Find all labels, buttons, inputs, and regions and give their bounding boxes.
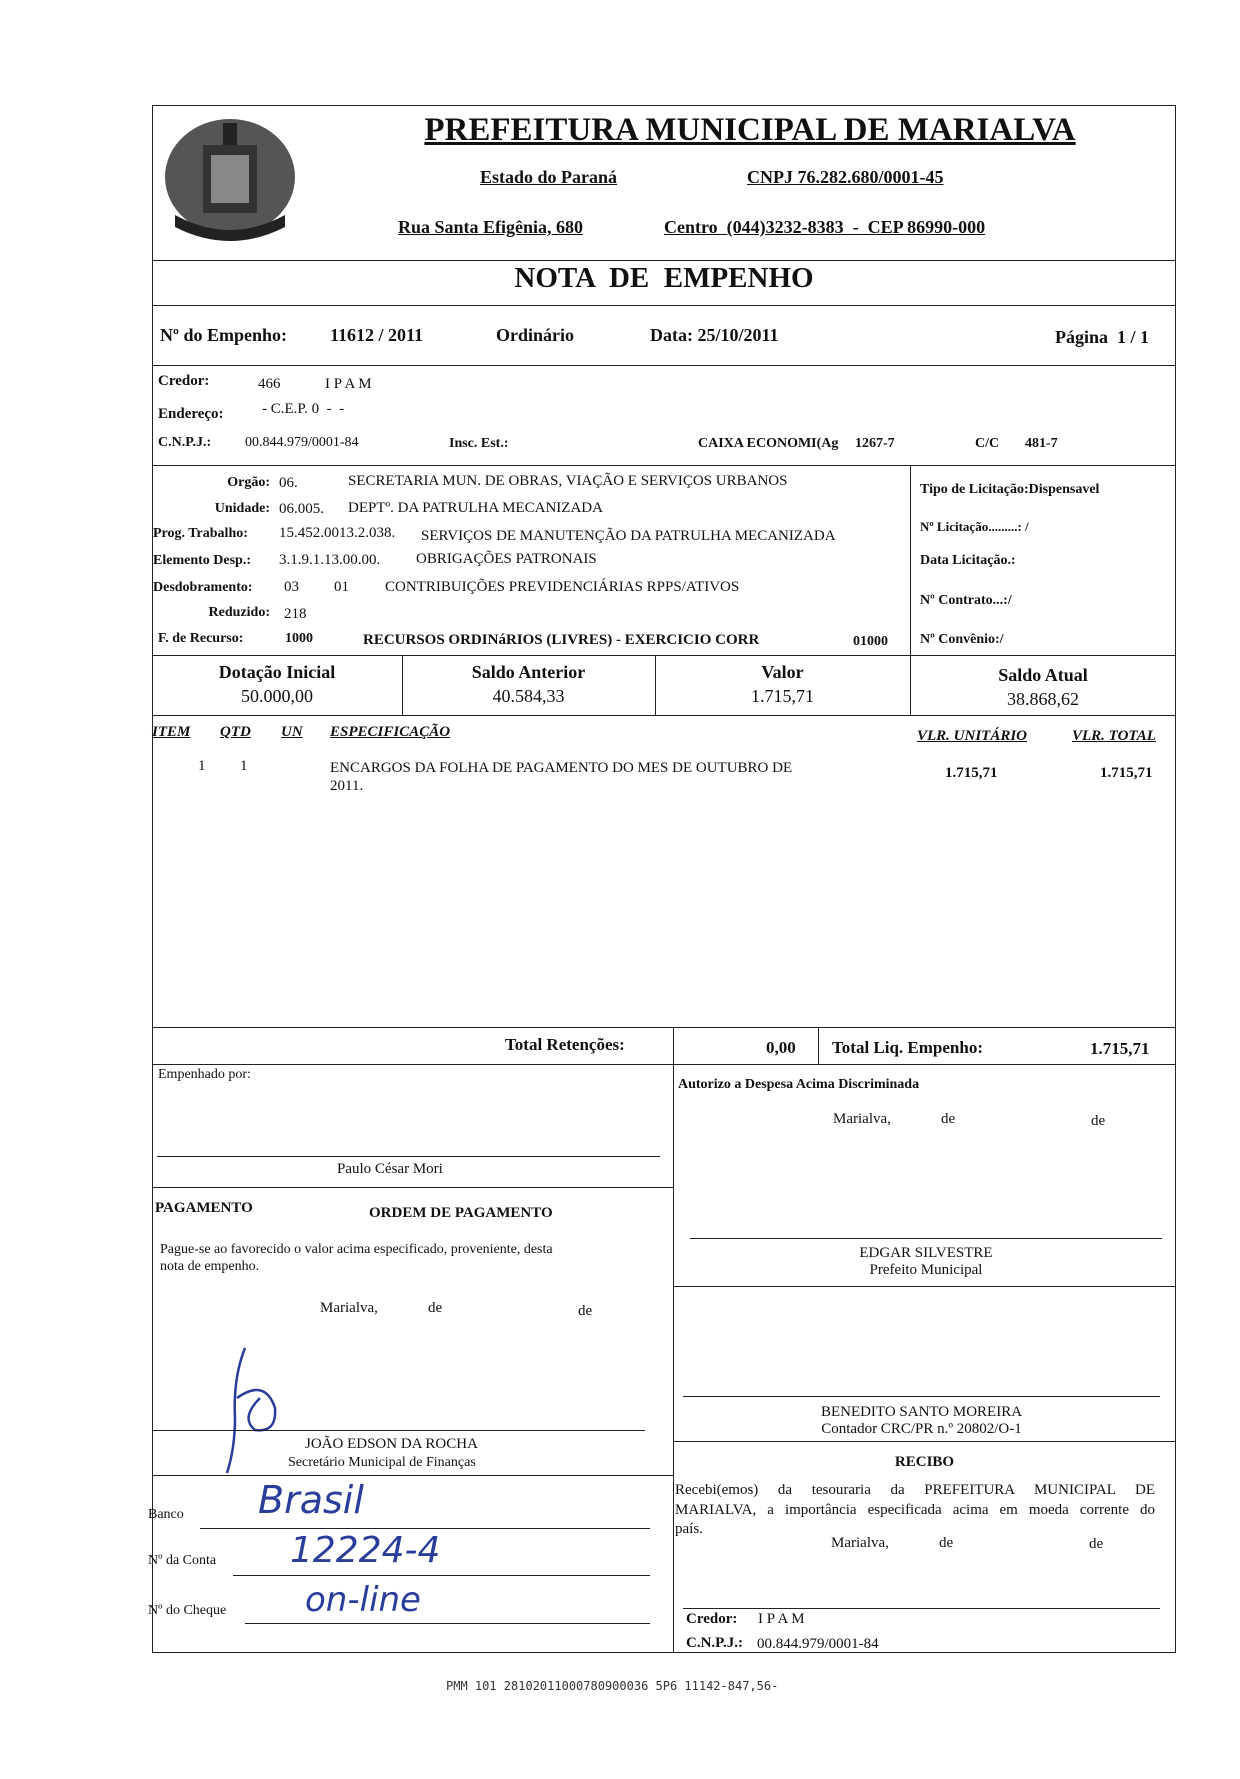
licitacao-convenio: Nº Convênio:/	[920, 632, 1004, 647]
recibo-de1: de	[939, 1535, 954, 1551]
credor-label: Credor:	[158, 373, 210, 389]
recibo-credor-value: I P A M	[758, 1611, 805, 1627]
divider	[673, 1286, 1176, 1287]
empenho-label: Nº do Empenho:	[160, 325, 287, 345]
divider	[152, 465, 1176, 466]
desdob-code2: 01	[334, 579, 349, 595]
conta-label: Nº da Conta	[148, 1553, 217, 1568]
conta-line	[233, 1575, 650, 1576]
signature-line	[690, 1238, 1162, 1239]
licitacao-tipo: Tipo de Licitação:Dispensavel	[920, 482, 1100, 497]
col-item: ITEM	[152, 724, 191, 740]
cnpj-label: C.N.P.J.:	[158, 435, 212, 450]
pagamento-label: PAGAMENTO	[155, 1200, 253, 1216]
divider	[910, 465, 911, 655]
col-vlr-unitario: VLR. UNITÁRIO	[917, 728, 1028, 744]
dotacao-value: 50.000,00	[241, 686, 313, 706]
prefeito-role: Prefeito Municipal	[869, 1262, 983, 1278]
autorizo-place: Marialva,	[833, 1111, 891, 1127]
recurso-label: F. de Recurso:	[158, 631, 244, 646]
empenho-number: 11612 / 2011	[330, 325, 424, 345]
credor-code: 466	[258, 376, 281, 392]
licitacao-data: Data Licitação.:	[920, 553, 1016, 568]
banco-line	[200, 1528, 650, 1529]
recibo-cnpj-label: C.N.P.J.:	[686, 1635, 743, 1651]
divider	[673, 1027, 674, 1064]
desdob-desc: CONTRIBUIÇÕES PREVIDENCIÁRIAS RPPS/ATIVOS	[385, 579, 740, 595]
orgao-label: Orgão:	[227, 475, 270, 490]
orgao-code: 06.	[279, 475, 298, 491]
elemento-code: 3.1.9.1.13.00.00.	[279, 552, 381, 568]
divider	[152, 1475, 673, 1476]
divider	[152, 305, 1176, 306]
empenhado-name: Paulo César Mori	[337, 1161, 443, 1177]
pagamento-de2: de	[578, 1303, 593, 1319]
divider	[152, 365, 1176, 366]
retencoes-label: Total Retenções:	[505, 1035, 625, 1054]
cnpj-value: 00.844.979/0001-84	[245, 435, 359, 450]
unidade-label: Unidade:	[214, 501, 270, 516]
divider	[152, 260, 1176, 261]
header-cnpj: CNPJ 76.282.680/0001-45	[747, 167, 944, 187]
valor-value: 1.715,71	[751, 686, 814, 706]
autorizo-de1: de	[941, 1111, 956, 1127]
col-un: UN	[281, 724, 303, 740]
pagamento-text-line1: Pague-se ao favorecido o valor acima especificado, proveniente, desta	[160, 1242, 553, 1257]
atual-value: 38.868,62	[1007, 689, 1079, 709]
empenhado-label: Empenhado por:	[158, 1067, 251, 1082]
cc-value: 481-7	[1025, 436, 1058, 451]
prefeito-name: EDGAR SILVESTRE	[859, 1245, 993, 1261]
cheque-label: Nº do Cheque	[148, 1603, 227, 1618]
prog-code: 15.452.0013.2.038.	[279, 525, 396, 541]
empenho-date: Data: 25/10/2011	[650, 325, 779, 345]
retencoes-value: 0,00	[766, 1038, 796, 1057]
footer-code: PMM 101 28102011000780900036 5P6 11142-847,56-	[446, 1679, 779, 1693]
col-especificacao: ESPECIFICAÇÃO	[330, 724, 451, 740]
pagamento-de1: de	[428, 1300, 443, 1316]
recibo-text-line3: país.	[675, 1521, 703, 1537]
reduzido-value: 218	[284, 606, 307, 622]
item-unit-value: 1.715,71	[945, 765, 998, 781]
banco-handwritten: Brasil	[258, 1478, 364, 1522]
signature-line	[683, 1396, 1160, 1397]
liq-label: Total Liq. Empenho:	[832, 1038, 983, 1057]
divider	[152, 655, 1176, 656]
liq-value: 1.715,71	[1090, 1039, 1150, 1058]
item-desc-line1: ENCARGOS DA FOLHA DE PAGAMENTO DO MES DE OUTUBRO DE	[330, 760, 793, 776]
licitacao-numero: Nº Licitação.........: /	[920, 519, 1029, 534]
unidade-desc: DEPTº. DA PATRULHA MECANIZADA	[348, 500, 603, 516]
recibo-de2: de	[1089, 1536, 1104, 1552]
reduzido-label: Reduzido:	[208, 605, 270, 620]
divider	[152, 1064, 1176, 1065]
desdob-label: Desdobramento:	[153, 580, 253, 595]
divider	[673, 1064, 674, 1653]
item-qtd: 1	[240, 758, 248, 774]
item-number: 1	[198, 758, 206, 774]
bank-agency: 1267-7	[855, 436, 895, 451]
pagamento-place: Marialva,	[320, 1300, 378, 1316]
recibo-place: Marialva,	[831, 1535, 889, 1551]
atual-label: Saldo Atual	[998, 665, 1088, 685]
orgao-desc: SECRETARIA MUN. DE OBRAS, VIAÇÃO E SERVIÇOS URBANOS	[348, 473, 788, 489]
autorizo-de2: de	[1091, 1113, 1106, 1129]
recurso-code2: 01000	[853, 634, 888, 649]
header-street: Rua Santa Efigênia, 680	[398, 217, 584, 237]
pagamento-signer-role: Secretário Municipal de Finanças	[288, 1455, 476, 1470]
recibo-credor-label: Credor:	[686, 1611, 738, 1627]
cheque-handwritten: on-line	[305, 1580, 421, 1620]
cheque-line	[245, 1623, 650, 1624]
signature-line	[152, 1430, 645, 1431]
recibo-label: RECIBO	[894, 1454, 955, 1470]
contador-role: Contador CRC/PR n.º 20802/O-1	[821, 1421, 1022, 1437]
recurso-code: 1000	[285, 631, 313, 646]
recibo-text-line2: MARIALVA, a importância especificada acima em moeda corrente do	[675, 1502, 1155, 1518]
divider	[673, 1441, 1176, 1442]
pagamento-signer-name: JOÃO EDSON DA ROCHA	[305, 1436, 478, 1452]
address-value: - C.E.P. 0 - -	[262, 401, 345, 417]
elemento-desc: OBRIGAÇÕES PATRONAIS	[416, 551, 597, 567]
divider	[152, 1187, 673, 1188]
prog-label: Prog. Trabalho:	[153, 526, 248, 541]
valor-label: Valor	[761, 662, 804, 682]
elemento-label: Elemento Desp.:	[153, 553, 251, 568]
empenho-type: Ordinário	[496, 325, 575, 345]
recurso-desc: RECURSOS ORDINáRIOS (LIVRES) - EXERCICIO CORR	[363, 632, 760, 648]
header-district: Centro (044)3232-8383 - CEP 86990-000	[664, 217, 986, 237]
signature-line	[157, 1156, 660, 1157]
address-label: Endereço:	[158, 406, 224, 422]
item-desc-line2: 2011.	[330, 778, 364, 794]
col-qtd: QTD	[220, 724, 251, 740]
divider	[818, 1027, 819, 1064]
header-state: Estado do Paraná	[480, 167, 618, 187]
anterior-value: 40.584,33	[492, 686, 565, 706]
conta-handwritten: 12224-4	[290, 1530, 441, 1571]
page-number: Página 1 / 1	[1055, 327, 1150, 347]
banco-label: Banco	[148, 1507, 184, 1522]
cc-label: C/C	[975, 436, 1000, 451]
header-title: PREFEITURA MUNICIPAL DE MARIALVA	[424, 112, 1076, 148]
dotacao-label: Dotação Inicial	[218, 662, 336, 682]
col-vlr-total: VLR. TOTAL	[1072, 728, 1156, 744]
divider	[152, 1027, 1176, 1028]
recibo-text-line1: Recebi(emos) da tesouraria da PREFEITURA MUNICIPAL DE	[675, 1482, 1155, 1498]
divider	[152, 715, 1176, 716]
insc-label: Insc. Est.:	[449, 436, 509, 451]
credor-name: I P A M	[325, 376, 372, 392]
unidade-code: 06.005.	[279, 501, 324, 517]
doc-title: NOTA DE EMPENHO	[514, 262, 814, 294]
pagamento-text-line2: nota de empenho.	[160, 1259, 260, 1274]
anterior-label: Saldo Anterior	[471, 662, 586, 682]
bank-name: CAIXA ECONOMI(Ag	[698, 436, 839, 451]
signature-line	[683, 1608, 1160, 1609]
contador-name: BENEDITO SANTO MOREIRA	[820, 1404, 1023, 1420]
ordem-label: ORDEM DE PAGAMENTO	[369, 1205, 553, 1221]
coat-of-arms	[155, 105, 305, 255]
autorizo-label: Autorizo a Despesa Acima Discriminada	[678, 1077, 920, 1092]
item-total-value: 1.715,71	[1100, 765, 1153, 781]
prog-desc: SERVIÇOS DE MANUTENÇÃO DA PATRULHA MECANIZADA	[421, 528, 836, 544]
recibo-cnpj-value: 00.844.979/0001-84	[757, 1636, 879, 1652]
desdob-code1: 03	[284, 579, 299, 595]
licitacao-contrato: Nº Contrato...:/	[920, 593, 1012, 608]
